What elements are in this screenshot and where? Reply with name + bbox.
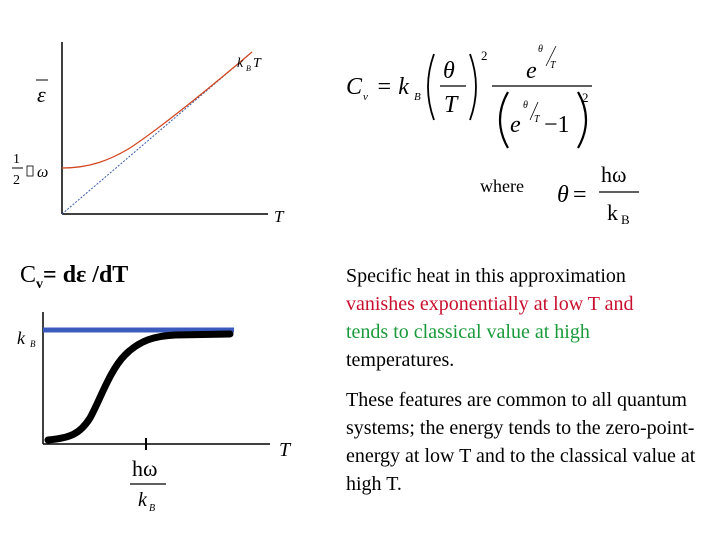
formula-den-exp-T: T <box>534 114 540 125</box>
formula-T: T <box>444 92 458 118</box>
cv-heading-C: C <box>20 262 37 288</box>
cv-heading-sub: v <box>36 276 44 292</box>
formula-den-exp-theta: θ <box>523 100 528 111</box>
formula-right-paren <box>470 54 476 120</box>
theta-definition <box>555 160 655 232</box>
formula-den-e: e <box>510 112 521 138</box>
mean-energy-curve <box>62 52 252 168</box>
formula-C: C <box>346 74 363 100</box>
cv-heading-rest: = dε /dT <box>43 262 129 288</box>
zero-point-numerator: 1 <box>13 152 20 167</box>
formula-den-minus-one: −1 <box>544 112 570 138</box>
zero-point-omega: ω <box>37 164 49 181</box>
formula-theta: θ <box>443 58 455 84</box>
energy-vs-temperature-graph <box>0 0 300 240</box>
formula-square-exp: 2 <box>481 48 488 63</box>
p1-line-1: Specific heat in this approximation <box>346 265 626 287</box>
tick-label-den-k: k <box>138 489 147 511</box>
p1-line-4: temperatures. <box>346 349 455 371</box>
asymptote-label-T: T <box>253 56 261 71</box>
theta-numerator: hω <box>601 162 627 187</box>
theta-symbol: θ <box>557 182 569 208</box>
formula-kB-sub: B <box>414 91 421 103</box>
formula-numerator-e: e <box>526 58 537 84</box>
formula-den-left-paren <box>500 92 508 148</box>
cv-heading <box>20 262 128 293</box>
formula-eq-k: = k <box>376 74 409 100</box>
top-x-label: T <box>274 207 284 226</box>
tick-label-numerator: hω <box>132 456 158 481</box>
paragraph-quantum-systems: These features are common to all quantum systems; the energy tends to the zero-point-energy at low T and to the classical value at high T. <box>346 389 696 495</box>
theta-den-k: k <box>607 200 618 225</box>
heat-capacity-graph <box>0 300 320 540</box>
paragraph-specific-heat <box>346 262 716 374</box>
formula-left-paren <box>428 54 434 120</box>
bottom-x-label: T <box>279 439 291 461</box>
explanation-text <box>346 262 716 510</box>
theta-den-sub: B <box>621 212 630 227</box>
heat-capacity-curve <box>48 334 230 440</box>
formula-num-exp-theta: θ <box>538 44 543 55</box>
theta-equals: = <box>573 182 587 208</box>
formula-den-square-exp: 2 <box>582 90 589 105</box>
zero-point-denominator: 2 <box>13 173 20 188</box>
bottom-y-label-sub: B <box>30 339 36 349</box>
p1-line-green: tends to classical value at high <box>346 321 590 343</box>
hbar-box-glyph <box>27 166 33 176</box>
bottom-y-label-k: k <box>17 328 25 348</box>
formula-num-exp-T: T <box>550 60 556 71</box>
heat-capacity-formula <box>340 40 610 160</box>
formula-C-sub: v <box>363 91 368 103</box>
asymptote-label-sub: B <box>246 64 251 73</box>
p1-line-red: vanishes exponentially at low T and <box>346 293 634 315</box>
asymptote-label-k: k <box>237 56 244 71</box>
y-label-energy: ε <box>37 82 46 107</box>
tick-label-den-sub: B <box>149 503 156 514</box>
where-label: where <box>480 176 524 196</box>
